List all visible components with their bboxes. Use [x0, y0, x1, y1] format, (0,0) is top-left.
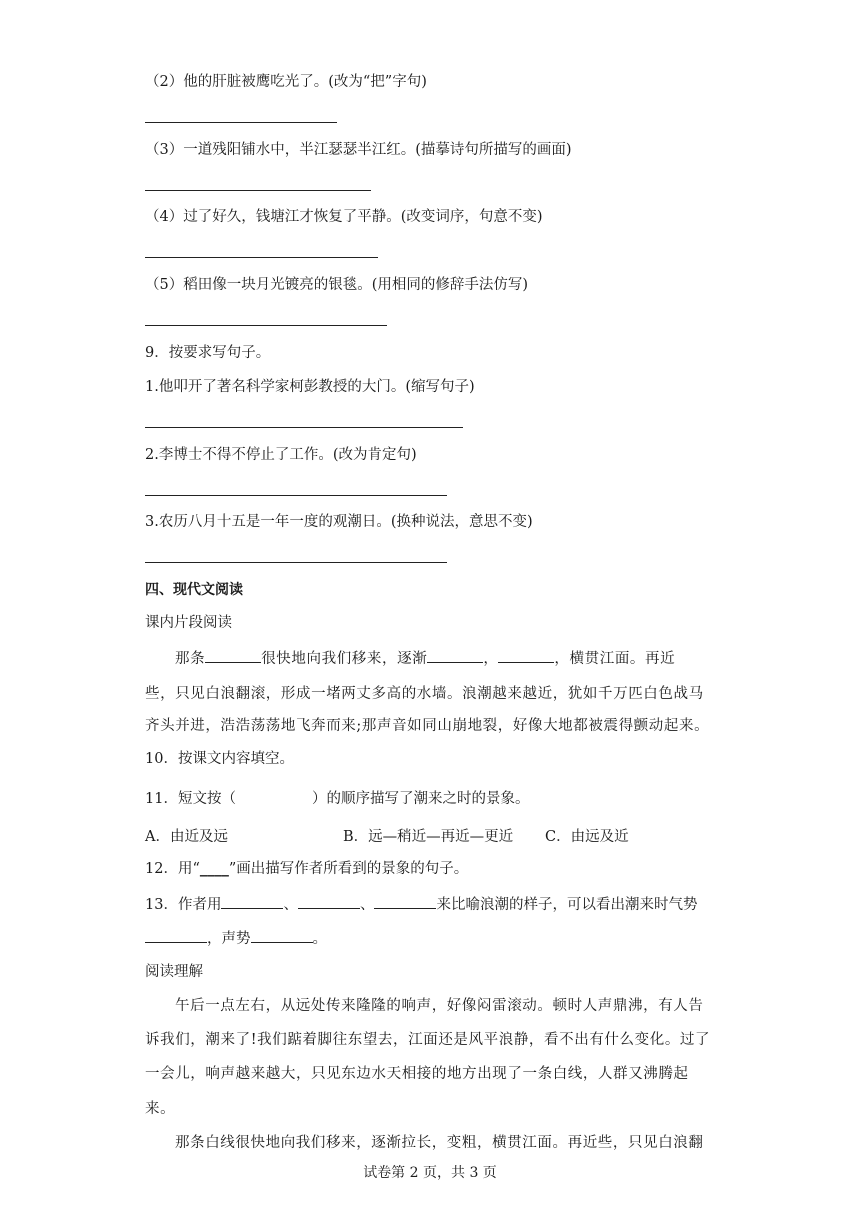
- q13-blank-2[interactable]: [298, 894, 360, 909]
- q13-line-2: [145, 928, 327, 949]
- q13-line-1: [145, 894, 697, 915]
- q9-item-1: 1.他叩开了著名科学家柯彭教授的大门。(缩写句子): [145, 379, 475, 395]
- passage1-text-a: 那条: [175, 651, 206, 667]
- passage2-line-4: 来。: [145, 1101, 176, 1117]
- q9-item-3: 3.农历八月十五是一年一度的观潮日。(换种说法，意思不变): [145, 514, 533, 530]
- q11-option-a[interactable]: A．由近及远: [145, 829, 228, 845]
- page-footer: 试卷第 2 页，共 3 页: [363, 1165, 497, 1181]
- q11-option-c[interactable]: C．由远及近: [545, 829, 629, 845]
- q8-item-2: （2）他的肝脏被鹰吃光了。(改为“把”字句): [145, 74, 427, 90]
- q13-text-d: 。: [312, 931, 327, 947]
- q8-item-4: （4）过了好久，钱塘江才恢复了平静。(改变词序，句意不变): [145, 209, 543, 225]
- subsection-label-1: 课内片段阅读: [145, 615, 232, 631]
- q9-item-2: 2.李博士不得不停止了工作。(改为肯定句): [145, 447, 417, 463]
- passage1-text-b: 很快地向我们移来，逐渐: [261, 651, 428, 667]
- q13-blank-1[interactable]: [221, 894, 283, 909]
- q11-stem: [145, 789, 529, 809]
- q13-blank-5[interactable]: [251, 928, 313, 943]
- section-heading: 四、现代文阅读: [145, 582, 243, 598]
- q9-title: 9．按要求写句子。: [145, 345, 271, 361]
- q11-text-a: 11．短文按（: [145, 791, 236, 807]
- passage1-line-1: [175, 648, 675, 669]
- answer-line-q8-2[interactable]: [145, 122, 337, 123]
- subsection-label-2: 阅读理解: [145, 964, 203, 980]
- answer-line-q9-2[interactable]: [145, 495, 447, 496]
- q13-sep-1: 、: [283, 897, 298, 913]
- q13-blank-3[interactable]: [374, 894, 436, 909]
- passage1-text-c: ，: [483, 651, 499, 667]
- passage1-line-2: 些，只见白浪翻滚，形成一堵两丈多高的水墙。浪潮越来越近，犹如千万匹白色战马: [145, 686, 704, 702]
- blank-3[interactable]: [498, 648, 554, 663]
- q11-option-b[interactable]: B．远—稍近—再近—更近: [343, 829, 514, 845]
- answer-line-q9-1[interactable]: [145, 427, 463, 428]
- q12-underline-mark: ____: [199, 860, 229, 877]
- q13-text-a: 13．作者用: [145, 897, 222, 913]
- blank-1[interactable]: [205, 648, 261, 663]
- q13-text-b: 来比喻浪潮的样子，可以看出潮来时气势: [436, 897, 698, 913]
- passage1-line-3: 齐头并进，浩浩荡荡地飞奔而来;那声音如同山崩地裂，好像大地都被震得颤动起来。: [145, 718, 710, 734]
- q11-text-b: ）的顺序描写了潮来之时的景象。: [311, 791, 530, 807]
- answer-line-q8-3[interactable]: [145, 190, 371, 191]
- passage1-text-d: ，横贯江面。再近: [554, 651, 676, 667]
- q13-text-c: ，声势: [207, 931, 251, 947]
- blank-2[interactable]: [427, 648, 483, 663]
- q10: 10．按课文内容填空。: [145, 751, 294, 767]
- q12: [145, 859, 468, 879]
- q13-sep-2: 、: [359, 897, 375, 913]
- passage2-line-1: 午后一点左右，从远处传来隆隆的响声，好像闷雷滚动。顿时人声鼎沸，有人告: [175, 998, 704, 1014]
- q13-blank-4[interactable]: [145, 928, 207, 943]
- passage2-line-3: 一会儿，响声越来越大，只见东边水天相接的地方出现了一条白线，人群又沸腾起: [145, 1066, 689, 1082]
- q8-item-3: （3）一道残阳铺水中，半江瑟瑟半江红。(描摹诗句所描写的画面): [145, 142, 572, 158]
- q8-item-5: （5）稻田像一块月光镀亮的银毯。(用相同的修辞手法仿写): [145, 277, 529, 293]
- passage2-line-2: 诉我们，潮来了!我们踮着脚往东望去，江面还是风平浪静，看不出有什么变化。过了: [145, 1032, 711, 1048]
- answer-line-q8-5[interactable]: [145, 325, 387, 326]
- q12-text-b: ”画出描写作者所看到的景象的句子。: [228, 861, 469, 877]
- q12-text-a: 12．用“: [145, 861, 200, 877]
- answer-line-q8-4[interactable]: [145, 257, 378, 258]
- answer-line-q9-3[interactable]: [145, 562, 447, 563]
- passage2-line-5: 那条白线很快地向我们移来，逐渐拉长，变粗，横贯江面。再近些，只见白浪翻: [175, 1135, 704, 1151]
